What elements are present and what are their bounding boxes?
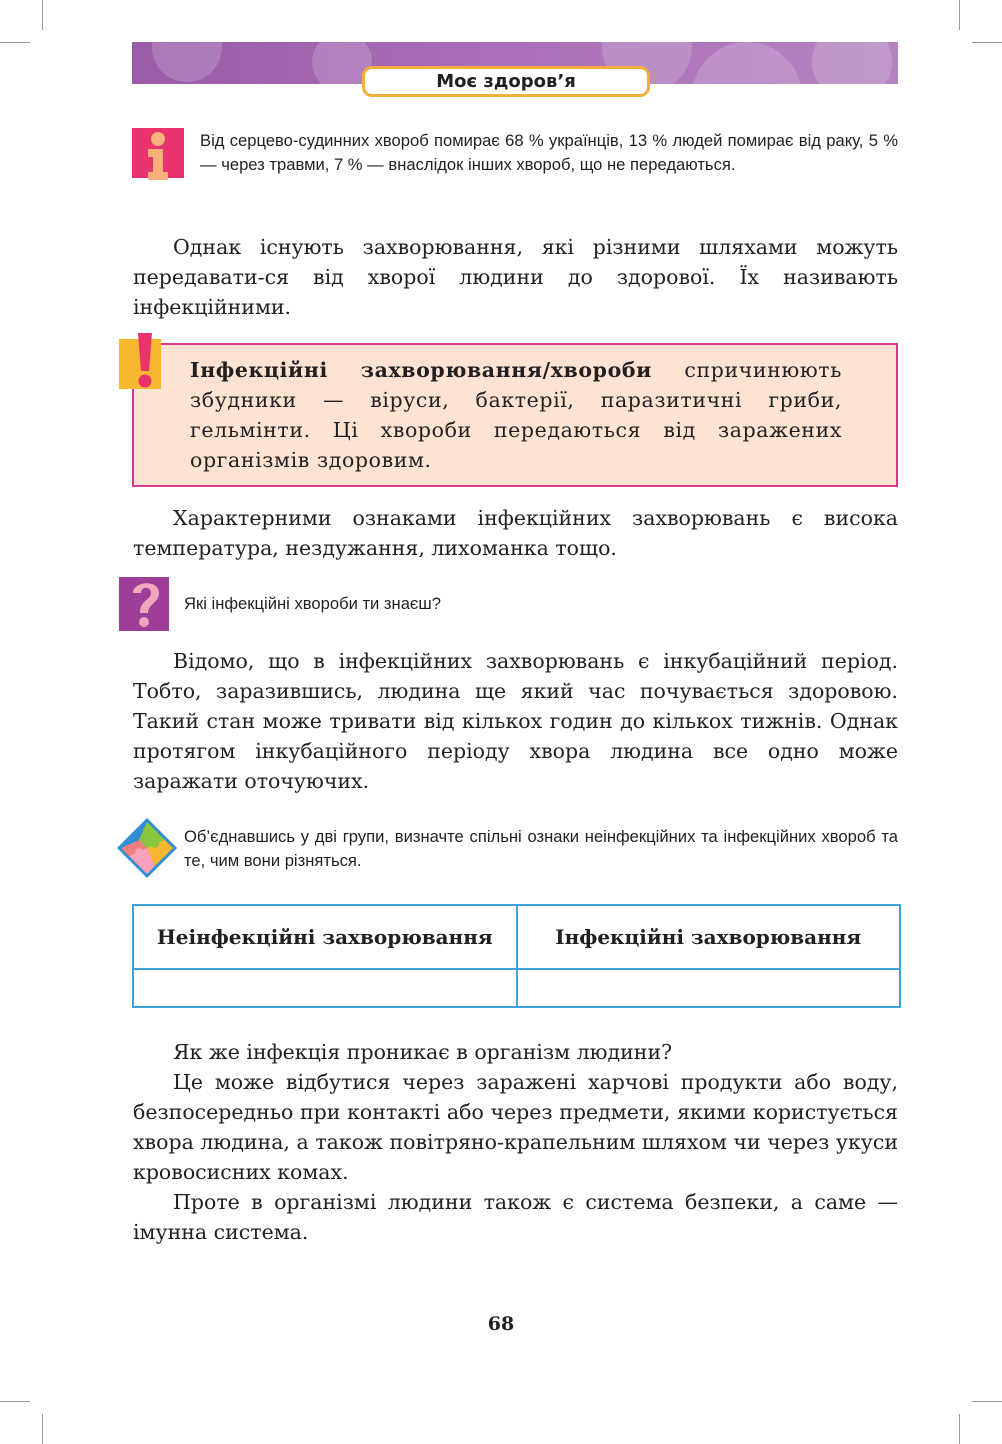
group-task-text: Об’єднавшись у дві групи, визначте спільні ознаки неінфекційних та інфекційних хвороб та те, чим вони різняться.: [184, 827, 898, 870]
crop-mark: [959, 0, 960, 30]
definition-text: [190, 355, 842, 475]
paragraph-text: Проте в організмі людини також є система безпеки, а саме — імунна система.: [133, 1190, 898, 1244]
info-note-text: Від серцево-судинних хвороб помирає 68 % українців, 13 % людей помирає від раку, 5 % — через травми, 7 % — внаслідок інших хвороб, що не передаються.: [200, 131, 898, 174]
paragraph-text: Як же інфекція проникає в організм людини?: [173, 1040, 673, 1064]
definition-term: Інфекційні захворювання/хвороби: [190, 358, 652, 382]
table-header-row: [133, 905, 900, 969]
definition-box: [132, 343, 898, 487]
question-text: Які інфекційні хвороби ти знаєш?: [184, 594, 441, 613]
page-number: 68: [487, 1313, 515, 1335]
paragraph: [133, 232, 898, 322]
table-row: [133, 969, 900, 1007]
paragraph-text: Це може відбутися через заражені харчові продукти або воду, безпосередньо при контакті або через предмети, якими користується хвора людина, а також повітряно-крапельним шляхом чи через укуси кровосисних комах.: [133, 1070, 898, 1184]
crop-mark: [972, 1401, 1002, 1402]
table-cell-empty: [517, 969, 901, 1007]
section-title: Моє здоров’я: [362, 66, 650, 97]
table-cell-empty: [133, 969, 517, 1007]
crop-mark: [972, 42, 1002, 43]
paragraph-text: Характерними ознаками інфекційних захворювань є висока температура, нездужання, лихоманка тощо.: [133, 506, 898, 560]
paragraph-text: Однак існують захворювання, які різними шляхами можуть передавати-ся від хворої людини до здорової. Їх називають інфекційними.: [133, 235, 898, 319]
table-header-infectious: Інфекційні захворювання: [517, 905, 901, 969]
crop-mark: [959, 1414, 960, 1444]
question-icon: [119, 573, 171, 631]
paragraph-text: Відомо, що в інфекційних захворювань є інкубаційний період. Тобто, заразившись, людина ще який час почувається здоровою. Такий стан може тривати від кількох годин до кількох тижнів. Однак протягом інкубаційного періоду хвора людина все одно може заражати оточуючих.: [133, 649, 898, 793]
paragraph: [133, 646, 898, 796]
exclamation-icon: [119, 333, 171, 393]
puzzle-icon: [117, 818, 177, 878]
crop-mark: [0, 42, 30, 43]
table-header-noninfectious: Неінфекційні захворювання: [133, 905, 517, 969]
crop-mark: [0, 1401, 30, 1402]
info-icon: [132, 128, 184, 180]
crop-mark: [42, 1414, 43, 1444]
definition-body: спричинюють збудники — віруси, бактерії, паразитичні гриби, гельмінти. Ці хвороби передаються від заражених організмів здоровим.: [190, 358, 842, 472]
comparison-table: [132, 904, 901, 1008]
paragraph: [133, 503, 898, 563]
paragraph: [133, 1037, 898, 1247]
crop-mark: [42, 0, 43, 30]
